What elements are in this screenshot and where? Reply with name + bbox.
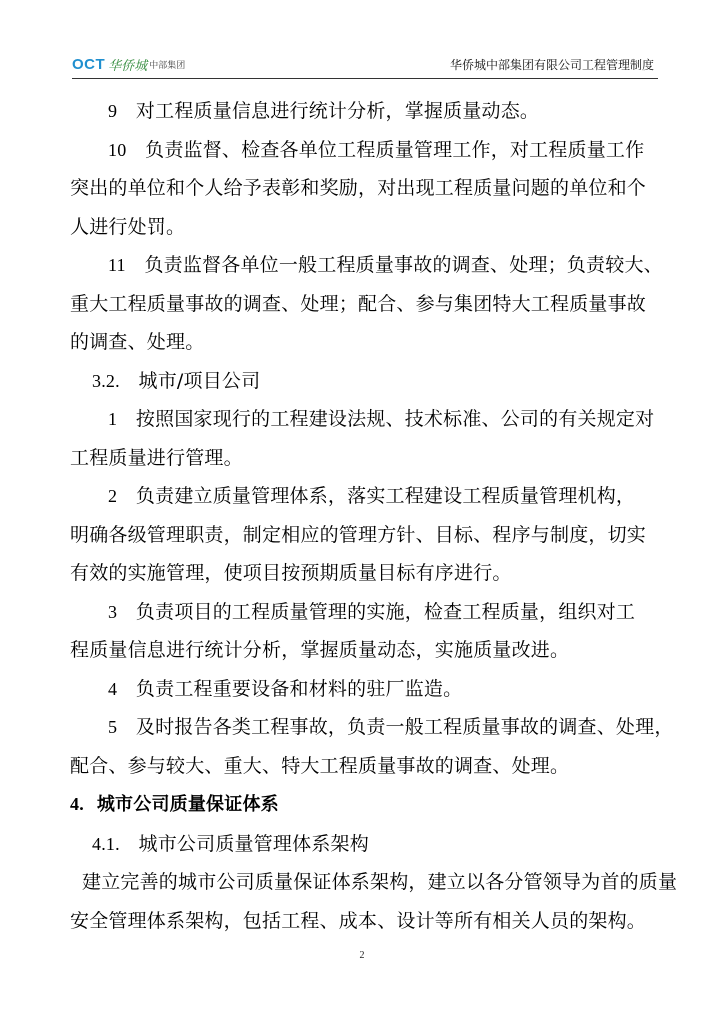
item-number: 4 xyxy=(108,678,118,699)
section-heading-4 xyxy=(70,785,660,825)
paragraph-line: 负责工程重要设备和材料的驻厂监造。 xyxy=(135,677,463,700)
paragraph-item-2 xyxy=(70,477,660,516)
paragraph-line: 负责监督各单位一般工程质量事故的调查、处理；负责较大、 xyxy=(144,254,663,276)
item-number: 9 xyxy=(108,101,118,121)
paragraph-item-9 xyxy=(70,92,660,131)
paragraph-continuation: 明确各级管理职责，制定相应的管理方针、目标、程序与制度，切实 xyxy=(70,523,647,546)
logo-script-text: 华侨城 xyxy=(108,58,148,74)
paragraph-continuation: 配合、参与较大、重大、特大工程质量事故的调查、处理。 xyxy=(70,754,570,777)
item-number: 11 xyxy=(108,255,126,275)
section-title: 城市公司质量保证体系 xyxy=(96,794,279,815)
paragraph-continuation: 工程质量进行管理。 xyxy=(70,446,243,469)
paragraph-continuation: 安全管理体系架构，包括工程、成本、设计等所有相关人员的架构。 xyxy=(70,909,647,932)
paragraph-item-4 xyxy=(70,670,660,709)
paragraph-line: 负责监督、检查各单位工程质量管理工作，对工程质量工作 xyxy=(145,138,645,161)
paragraph-continuation: 有效的实施管理，使项目按预期质量目标有序进行。 xyxy=(70,562,512,584)
page-number: 2 xyxy=(359,950,365,961)
section-heading-4-1 xyxy=(70,825,660,864)
paragraph-line: 对工程质量信息进行统计分析，掌握质量动态。 xyxy=(135,100,540,122)
header-divider xyxy=(72,78,658,79)
logo-oct-text: OCT xyxy=(72,55,106,73)
paragraph-item-10 xyxy=(70,131,660,170)
section-number: 3.2. xyxy=(92,370,120,391)
section-title: 城市/项目公司 xyxy=(138,369,261,392)
page-header xyxy=(72,42,658,82)
paragraph-continuation: 突出的单位和个人给予表彰和奖励，对出现工程质量问题的单位和个 xyxy=(70,177,647,199)
paragraph-continuation: 重大工程质量事故的调查、处理；配合、参与集团特大工程质量事故 xyxy=(70,292,647,315)
paragraph-line: 按照国家现行的工程建设法规、技术标准、公司的有关规定对 xyxy=(135,408,655,430)
paragraph-line: 建立完善的城市公司质量保证体系架构，建立以各分管领导为首的质量 xyxy=(82,871,678,893)
paragraph-continuation: 的调查、处理。 xyxy=(70,331,205,353)
item-number: 2 xyxy=(108,486,118,506)
section-number: 4.1. xyxy=(92,833,120,854)
paragraph-line: 负责项目的工程质量管理的实施，检查工程质量，组织对工 xyxy=(135,600,636,623)
paragraph-body xyxy=(70,863,678,902)
logo-subtitle: 中部集团 xyxy=(149,60,186,71)
item-number: 5 xyxy=(108,717,118,737)
document-body xyxy=(70,92,678,940)
paragraph-line: 及时报告各类工程事故，负责一般工程质量事故的调查、处理， xyxy=(135,716,674,738)
paragraph-line: 负责建立质量管理体系，落实工程建设工程质量管理机构， xyxy=(135,485,636,507)
item-number: 3 xyxy=(108,601,118,622)
company-logo xyxy=(72,52,185,76)
item-number: 10 xyxy=(108,139,127,160)
item-number: 1 xyxy=(108,409,118,429)
paragraph-item-11 xyxy=(70,246,663,285)
document-title: 华侨城中部集团有限公司工程管理制度 xyxy=(449,58,654,72)
paragraph-item-3 xyxy=(70,593,660,632)
paragraph-item-1 xyxy=(70,400,660,439)
section-title: 城市公司质量管理体系架构 xyxy=(138,832,369,855)
section-number: 4. xyxy=(70,794,84,814)
paragraph-item-5 xyxy=(70,708,674,747)
paragraph-continuation: 人进行处罚。 xyxy=(70,215,186,238)
paragraph-continuation: 程质量信息进行统计分析，掌握质量动态，实施质量改进。 xyxy=(70,639,570,661)
section-heading-3-2 xyxy=(70,362,660,401)
